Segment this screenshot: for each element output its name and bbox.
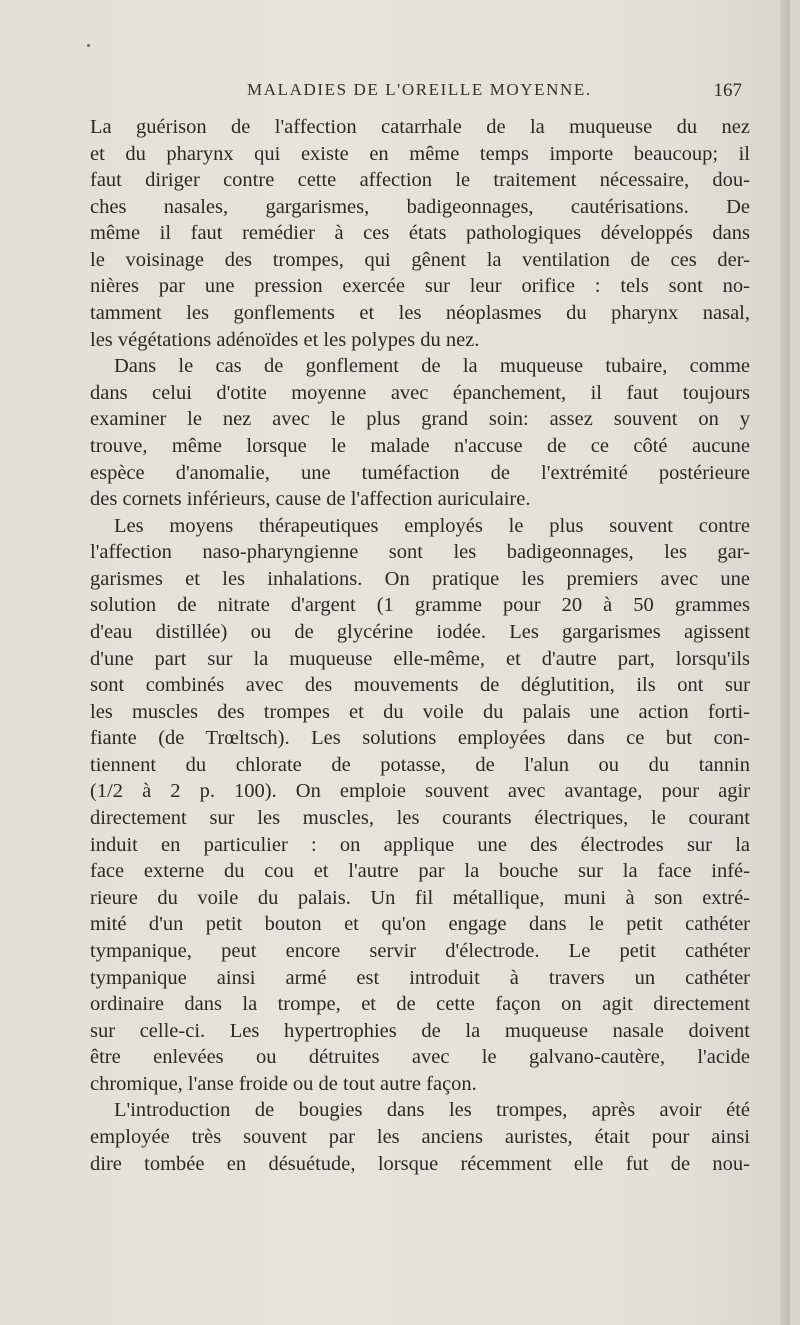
text-line: tiennent du chlorate de potasse, de l'alun ou du tannin [90,753,750,776]
text-line: chromique, l'anse froide ou de tout autre façon. [90,1072,477,1095]
text-line: dire tombée en désuétude, lorsque récemment elle fut de nou- [90,1152,750,1175]
text-line: directement sur les muscles, les courants électriques, le courant [90,807,750,830]
text-line: faut diriger contre cette affection le traitement nécessaire, dou- [90,169,750,192]
page-number: 167 [713,80,742,101]
text-line: trouve, même lorsque le malade n'accuse de ce côté aucune [90,434,750,457]
running-title: MALADIES DE L'OREILLE MOYENNE. [247,80,592,99]
paragraph [90,353,750,512]
text-line: induit en particulier : on applique une des électrodes sur la [90,833,750,856]
text-line: Dans le cas de gonflement de la muqueuse tubaire, comme [114,355,750,378]
text-line: La guérison de l'affection catarrhale de la muqueuse du nez [90,116,750,138]
text-line: d'eau distillée) ou de glycérine iodée. Les gargarismes agissent [90,620,750,643]
text-line: tympanique ainsi armé est introduit à travers un cathéter [90,966,750,989]
text-line: nières par une pression exercée sur leur orifice : tels sont no- [90,275,750,298]
text-line: (1/2 à 2 p. 100). On emploie souvent avec avantage, pour agir [90,780,750,803]
text-line: solution de nitrate d'argent (1 gramme pour 20 à 50 grammes [90,594,750,617]
text-line: les muscles des trompes et du voile du palais une action forti- [90,700,750,723]
text-line: fiante (de Trœltsch). Les solutions employées dans ce but con- [90,727,750,750]
text-line: l'affection naso-pharyngienne sont les badigeonnages, les gar- [90,541,750,564]
text-line: et du pharynx qui existe en même temps importe beaucoup; il [90,142,750,165]
text-line: même il faut remédier à ces états pathologiques développés dans [90,222,750,245]
text-line: dans celui d'otite moyenne avec épanchement, il faut toujours [90,381,750,404]
text-line: sont combinés avec des mouvements de déglutition, ils ont sur [90,674,750,697]
text-line: L'introduction de bougies dans les trompes, après avoir été [114,1099,750,1122]
text-line: face externe du cou et l'autre par la bouche sur la face infé- [90,860,750,883]
paragraph [90,513,750,1098]
text-line: ordinaire dans la trompe, et de cette façon on agit directement [90,993,750,1016]
text-line: examiner le nez avec le plus grand soin: assez souvent on y [90,408,750,431]
text-line: garismes et les inhalations. On pratique les premiers avec une [90,567,750,590]
text-line: employée très souvent par les anciens auristes, était pour ainsi [90,1125,750,1148]
text-line: ches nasales, gargarismes, badigeonnages, cautérisations. De [90,195,750,218]
text-line: espèce d'anomalie, une tuméfaction de l'extrémité postérieure [90,461,750,484]
text-line: rieure du voile du palais. Un fil métallique, muni à son extré- [90,886,750,909]
paragraph [90,1097,750,1177]
text-line: le voisinage des trompes, qui gênent la ventilation de ces der- [90,248,750,271]
paragraph [90,114,750,353]
text-line: les végétations adénoïdes et les polypes du nez. [90,328,480,351]
text-line: Les moyens thérapeutiques employés le plus souvent contre [114,514,750,537]
text-line: tamment les gonflements et les néoplasmes du pharynx nasal, [90,302,750,325]
body-text [90,114,750,1177]
text-line: être enlevées ou détruites avec le galvano-cautère, l'acide [90,1046,750,1069]
text-line: des cornets inférieurs, cause de l'affection auriculaire. [90,488,531,511]
text-line: tympanique, peut encore servir d'électrode. Le petit cathéter [90,939,750,962]
text-line: d'une part sur la muqueuse elle-même, et d'autre part, lorsqu'ils [90,647,750,670]
text-line: sur celle-ci. Les hypertrophies de la muqueuse nasale doivent [90,1019,750,1042]
ink-speck [87,44,90,47]
page-header [92,80,742,106]
text-line: mité d'un petit bouton et qu'on engage dans le petit cathéter [90,913,750,936]
page-edge [780,0,790,1325]
